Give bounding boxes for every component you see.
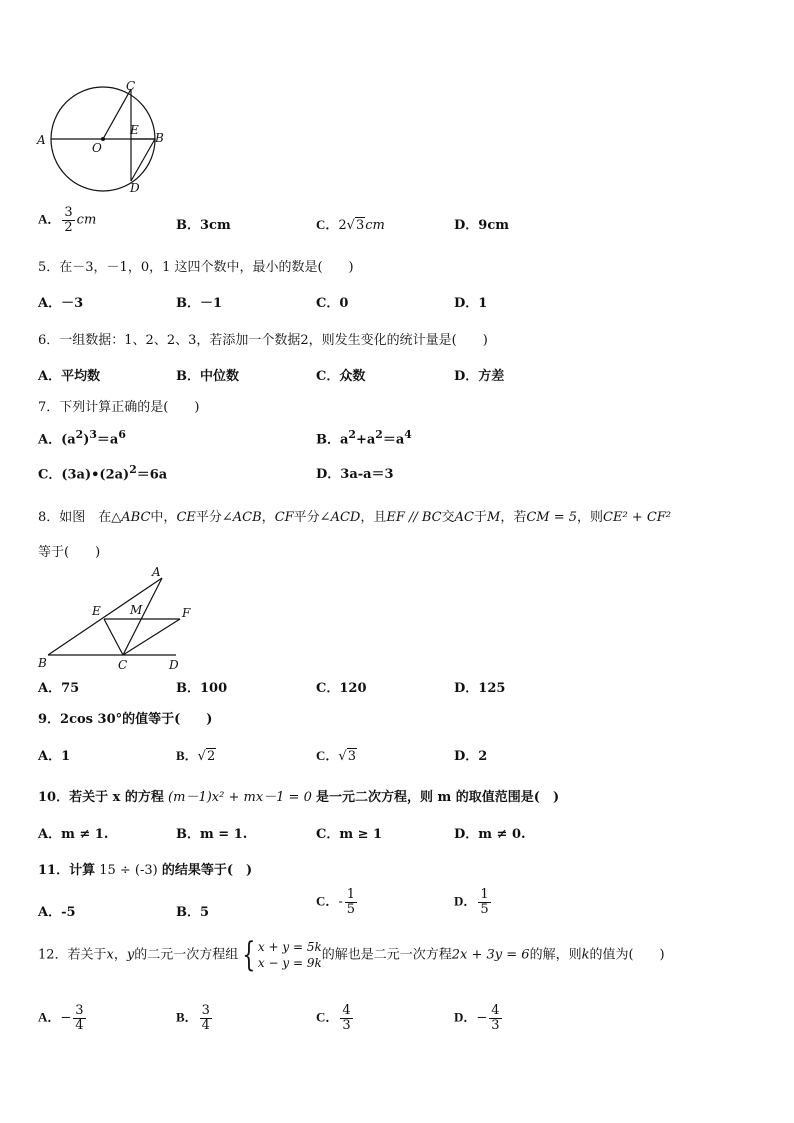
fraction: $\frac{3}{4}$ bbox=[75, 1003, 84, 1033]
q10-stem: 10．若关于 x 的方程 (m－1)x² + mx－1 = 0 是一元二次方程，则 m 的取值范围是( ) bbox=[38, 790, 560, 805]
q8-stem: 8．如图 在△ABC中，CE平分∠ACB，CF平分∠ACD，且EF // BC交AC于M，若CM = 5，则CE² + CF² bbox=[38, 510, 672, 525]
q12-option-c[interactable]: C． $\frac{4}{3}$ bbox=[316, 1003, 351, 1033]
q8-option-b[interactable]: B．100 bbox=[176, 681, 228, 696]
equation-system: { x + y = 5k x − y = 9k bbox=[242, 935, 322, 975]
q7-option-c[interactable]: C．$(3a)•(2a)^2=6a$ bbox=[38, 463, 168, 483]
q7-option-b[interactable]: B．$a^2+a^2=a^4$ bbox=[316, 428, 412, 448]
q9-option-d[interactable]: D．2 bbox=[454, 749, 488, 764]
q8-option-a[interactable]: A．75 bbox=[38, 681, 80, 696]
q6-option-d[interactable]: D．方差 bbox=[454, 369, 505, 384]
q4-option-d[interactable]: D．9cm bbox=[454, 218, 509, 233]
q11-option-c[interactable]: C．- $\frac{1}{5}$ bbox=[316, 887, 356, 917]
q11-option-a[interactable]: A．-5 bbox=[38, 905, 76, 920]
fig8-label-c: C bbox=[118, 658, 128, 672]
q9-stem: 9．2cos 30°的值等于( ) bbox=[38, 712, 213, 727]
q5-option-a[interactable]: A．－3 bbox=[38, 296, 84, 311]
q10-option-b[interactable]: B．m = 1. bbox=[176, 827, 248, 842]
q5-option-c[interactable]: C．0 bbox=[316, 296, 349, 311]
q5-stem: 5．在－3，－1，0，1 这四个数中，最小的数是( ) bbox=[38, 260, 354, 275]
fig4-label-o: O bbox=[92, 141, 102, 155]
q9-option-a[interactable]: A．1 bbox=[38, 749, 71, 764]
q4-option-a[interactable]: A． $\frac{3}{2}$ cm bbox=[38, 205, 97, 235]
q10-option-d[interactable]: D．m ≠ 0. bbox=[454, 827, 526, 842]
q7-option-a[interactable]: A．$(a^2)^3=a^6$ bbox=[38, 428, 126, 448]
q9-option-c[interactable]: C．√3 bbox=[316, 748, 356, 764]
fig8-label-f: F bbox=[182, 606, 191, 620]
q7-stem: 7．下列计算正确的是( ) bbox=[38, 400, 200, 415]
q4-option-b[interactable]: B．3cm bbox=[176, 218, 231, 233]
q11-stem: 11．计算 15 ÷ (-3) 的结果等于( ) bbox=[38, 863, 253, 878]
fig8-label-e: E bbox=[92, 604, 101, 618]
q4-option-c[interactable]: C．2√3cm bbox=[316, 217, 385, 233]
fig4-label-e: E bbox=[130, 123, 139, 137]
q6-option-b[interactable]: B．中位数 bbox=[176, 369, 239, 384]
q5-option-d[interactable]: D．1 bbox=[454, 296, 488, 311]
triangle-figure bbox=[34, 563, 194, 675]
fig4-label-b: B bbox=[155, 131, 164, 145]
fig8-label-m: M bbox=[130, 603, 143, 617]
q7-option-d[interactable]: D．3a-a＝3 bbox=[316, 467, 394, 482]
q10-option-c[interactable]: C．m ≥ 1 bbox=[316, 827, 383, 842]
circle-figure bbox=[34, 78, 174, 198]
sqrt: √2 bbox=[197, 749, 216, 764]
fraction: $\frac{4}{3}$ bbox=[491, 1003, 500, 1033]
q11-option-d[interactable]: D． $\frac{1}{5}$ bbox=[454, 887, 489, 917]
fig4-label-c: C bbox=[126, 79, 136, 93]
q6-option-a[interactable]: A．平均数 bbox=[38, 369, 101, 384]
q12-option-d[interactable]: D．− $\frac{4}{3}$ bbox=[454, 1003, 500, 1033]
fig8-label-b: B bbox=[38, 656, 47, 670]
q6-stem: 6．一组数据：1、2、2、3，若添加一个数据2，则发生变化的统计量是( ) bbox=[38, 333, 488, 348]
option-label: A． bbox=[38, 211, 61, 227]
fig8-label-d: D bbox=[169, 658, 179, 672]
q11-option-b[interactable]: B．5 bbox=[176, 905, 210, 920]
fraction: $\frac{1}{5}$ bbox=[480, 887, 489, 917]
sqrt: √3 bbox=[338, 749, 356, 764]
sqrt: √3 bbox=[346, 218, 365, 233]
fraction: $\frac{4}{3}$ bbox=[342, 1003, 351, 1033]
q12-option-b[interactable]: B． $\frac{3}{4}$ bbox=[176, 1003, 210, 1033]
q9-option-b[interactable]: B．√2 bbox=[176, 748, 216, 764]
fraction: $\frac{3}{4}$ bbox=[201, 1003, 210, 1033]
fig4-label-d: D bbox=[130, 181, 140, 195]
q5-option-b[interactable]: B．－1 bbox=[176, 296, 223, 311]
fraction: $\frac{3}{2}$ bbox=[64, 205, 73, 235]
fig4-label-a: A bbox=[37, 133, 46, 147]
q12-stem: 12．若关于x，y的二元一次方程组 { x + y = 5k x − y = 9k 的解也是二元一次方程2x + 3y = 6的解，则k的值为( ) bbox=[38, 935, 665, 975]
q10-option-a[interactable]: A．m ≠ 1. bbox=[38, 827, 109, 842]
q12-option-a[interactable]: A．− $\frac{3}{4}$ bbox=[38, 1003, 84, 1033]
fig8-label-a: A bbox=[152, 565, 161, 579]
q6-option-c[interactable]: C．众数 bbox=[316, 369, 366, 384]
q8-option-c[interactable]: C．120 bbox=[316, 681, 367, 696]
q8-option-d[interactable]: D．125 bbox=[454, 681, 506, 696]
fraction: $\frac{1}{5}$ bbox=[346, 887, 356, 917]
q8-stem-line2: 等于( ) bbox=[38, 545, 101, 560]
